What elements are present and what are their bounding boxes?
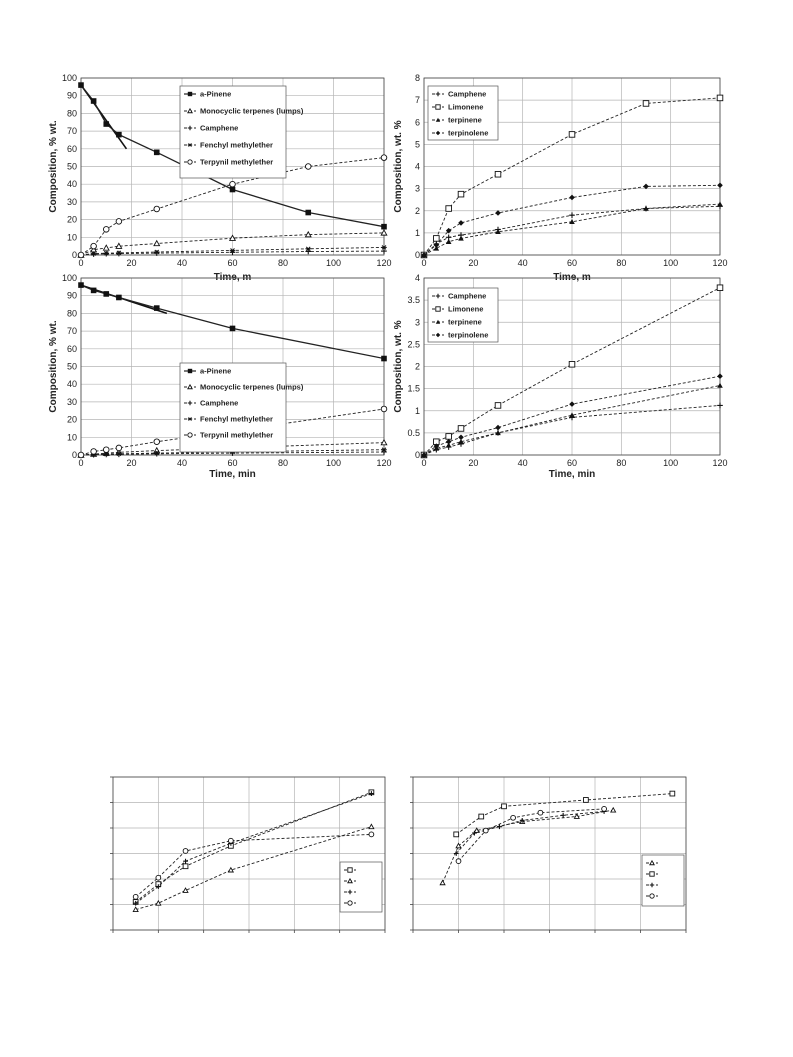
data-point [569, 132, 575, 138]
data-point [502, 804, 507, 809]
data-point [133, 894, 138, 899]
data-point [116, 295, 122, 301]
x-tick-label: 120 [376, 458, 392, 468]
x-axis-label: Time, min [548, 469, 596, 480]
y-tick-label: 80 [66, 308, 77, 319]
legend-label: terpinolene [448, 330, 489, 340]
y-tick-label: 3.5 [407, 295, 420, 306]
x-tick-label: 20 [126, 258, 137, 268]
data-point [156, 875, 161, 880]
legend-label: Fenchyl methylether [200, 414, 273, 424]
data-point [569, 401, 575, 407]
data-point [538, 810, 543, 815]
x-tick-label: 100 [325, 258, 342, 268]
data-point [717, 285, 723, 291]
legend-label: Camphene [448, 89, 487, 99]
legend-label: Limonene [448, 304, 484, 314]
y-tick-label: 2 [414, 205, 420, 216]
data-point [154, 439, 160, 445]
data-point [305, 210, 311, 216]
x-tick-label: 100 [663, 258, 679, 268]
y-tick-label: 2.5 [407, 339, 420, 350]
y-tick-label: 40 [66, 379, 77, 390]
x-tick-label: 120 [712, 258, 728, 268]
y-tick-label: 8 [414, 73, 420, 83]
data-point [434, 236, 440, 242]
data-point [154, 305, 160, 311]
x-tick-label: 40 [176, 258, 188, 268]
legend-label: terpinene [448, 317, 482, 327]
x-tick-label: 20 [126, 458, 137, 468]
y-axis-label: Composition, wt. % [393, 120, 404, 213]
legend [642, 855, 684, 906]
data-point [381, 155, 387, 161]
data-point [569, 195, 575, 201]
y-tick-label: 5 [414, 139, 420, 150]
x-tick-label: 40 [176, 458, 188, 468]
series-line [136, 792, 372, 902]
y-tick-label: 60 [66, 343, 77, 354]
legend-marker [348, 868, 352, 872]
legend-marker [188, 369, 192, 373]
data-point [440, 880, 445, 884]
legend-label: terpinene [448, 115, 482, 125]
data-point [78, 452, 84, 458]
data-point [479, 814, 484, 819]
y-tick-label: 7 [414, 95, 420, 106]
x-tick-label: 40 [517, 258, 528, 268]
x-tick-label: 0 [421, 458, 427, 468]
y-tick-label: 0 [71, 250, 77, 260]
data-point [305, 164, 311, 170]
data-point [569, 361, 575, 367]
data-point [103, 227, 109, 233]
data-point [717, 95, 723, 101]
data-point [116, 251, 122, 257]
y-tick-label: 3 [414, 317, 420, 328]
data-point [458, 435, 464, 441]
legend-marker [188, 433, 192, 437]
legend [180, 86, 304, 178]
data-point [228, 868, 233, 872]
chart-6 [410, 777, 686, 933]
data-point [78, 82, 84, 88]
legend-label: Terpynil methylether [200, 157, 274, 167]
legend-label: a-Pinene [200, 89, 232, 99]
x-tick-label: 120 [712, 458, 728, 468]
data-point [381, 406, 387, 412]
data-point [230, 326, 236, 332]
y-tick-label: 0.5 [407, 427, 420, 438]
data-point [495, 403, 501, 409]
y-tick-label: 30 [66, 396, 77, 407]
data-point [569, 212, 575, 218]
y-tick-label: 50 [66, 361, 77, 372]
x-tick-label: 80 [616, 458, 627, 468]
data-point [717, 383, 723, 388]
legend [428, 86, 498, 140]
y-tick-label: 10 [66, 432, 77, 443]
data-point [458, 191, 464, 197]
legend-label: Camphene [200, 398, 239, 408]
data-point [116, 445, 122, 451]
legend-marker [188, 92, 192, 96]
data-point [446, 239, 452, 244]
data-point [154, 150, 160, 156]
y-tick-label: 20 [66, 414, 77, 425]
y-tick-label: 40 [66, 179, 77, 190]
y-tick-label: 90 [66, 290, 77, 301]
legend-marker [650, 894, 654, 898]
data-point [670, 791, 675, 796]
legend-marker [650, 872, 654, 876]
legend-label: Monocyclic terpenes (lumps) [200, 382, 304, 392]
series-line [136, 794, 372, 904]
data-point [584, 798, 589, 803]
legend [180, 363, 304, 452]
data-point [511, 815, 516, 820]
y-axis-label: Composition, % wt. [48, 320, 59, 413]
y-axis-label: Composition, % wt. [48, 120, 59, 213]
data-point [717, 373, 723, 379]
x-tick-label: 20 [468, 258, 479, 268]
legend-marker [188, 160, 192, 164]
x-tick-label: 20 [468, 458, 479, 468]
x-tick-label: 100 [663, 458, 679, 468]
series-line [136, 827, 372, 910]
series-line [136, 834, 372, 897]
x-axis-label: Time, min [209, 469, 256, 480]
chart-1 [48, 73, 392, 283]
data-point [103, 447, 109, 453]
x-tick-label: 0 [78, 258, 84, 268]
data-point [91, 243, 97, 249]
data-point [446, 439, 452, 445]
data-point [230, 181, 236, 187]
legend-marker [348, 901, 352, 905]
x-tick-label: 100 [325, 458, 342, 468]
data-point [369, 832, 374, 837]
x-tick-label: 0 [421, 258, 427, 268]
series-1 [133, 790, 374, 904]
x-tick-label: 80 [277, 258, 289, 268]
data-point [643, 101, 649, 107]
data-point [91, 98, 97, 104]
data-point [717, 183, 723, 189]
legend-label: Camphene [448, 291, 487, 301]
series-line [456, 811, 604, 853]
x-axis-label: Time, m [553, 272, 591, 283]
data-point [116, 132, 122, 138]
x-tick-label: 0 [78, 458, 84, 468]
y-tick-label: 1.5 [407, 383, 420, 394]
y-tick-label: 60 [66, 143, 77, 154]
legend-marker [436, 307, 440, 311]
x-tick-label: 80 [277, 458, 289, 468]
x-tick-label: 80 [616, 258, 627, 268]
x-tick-label: 120 [376, 258, 392, 268]
y-tick-label: 0 [71, 450, 77, 460]
y-tick-label: 80 [66, 108, 77, 119]
data-point [230, 187, 236, 193]
y-tick-label: 100 [61, 73, 77, 83]
data-point [91, 449, 97, 455]
data-point [446, 206, 452, 212]
data-point [183, 888, 188, 892]
y-tick-label: 4 [414, 161, 420, 172]
data-point [717, 403, 723, 409]
x-tick-label: 60 [227, 258, 238, 268]
data-point [228, 838, 233, 843]
chart-5 [110, 777, 385, 933]
y-tick-label: 70 [66, 126, 77, 137]
y-tick-label: 3 [414, 183, 420, 194]
data-point [103, 121, 109, 127]
data-point [458, 220, 464, 226]
legend-label: Fenchyl methylether [200, 140, 273, 150]
data-point [497, 824, 502, 829]
y-tick-label: 20 [66, 214, 77, 225]
data-point [103, 291, 109, 297]
data-point [458, 426, 464, 432]
y-axis-label: Composition, wt. % [393, 320, 404, 413]
legend-label: a-Pinene [200, 366, 232, 376]
legend-label: Camphene [200, 123, 239, 133]
legend-label: Terpynil methylether [200, 430, 274, 440]
data-point [495, 425, 501, 431]
y-tick-label: 90 [66, 90, 77, 101]
y-tick-label: 100 [61, 273, 77, 283]
legend-box [340, 862, 382, 912]
legend-label: Monocyclic terpenes (lumps) [200, 106, 304, 116]
y-tick-label: 0 [414, 450, 420, 460]
y-tick-label: 2 [414, 361, 420, 372]
data-point [574, 814, 579, 818]
data-point [561, 813, 566, 818]
y-tick-label: 4 [414, 273, 420, 283]
y-tick-label: 1 [414, 227, 420, 238]
y-tick-label: 70 [66, 326, 77, 337]
data-point [602, 806, 607, 811]
legend-marker [436, 105, 440, 109]
legend [340, 862, 382, 912]
x-tick-label: 60 [566, 458, 578, 468]
data-point [381, 224, 387, 230]
data-point [103, 245, 109, 250]
x-tick-label: 60 [227, 458, 238, 468]
data-point [183, 849, 188, 854]
data-point [183, 864, 188, 869]
x-axis-label: Time, m [213, 272, 252, 283]
data-point [483, 828, 488, 833]
series-4 [133, 832, 374, 899]
data-point [611, 808, 616, 812]
chart-3 [48, 273, 392, 480]
data-point [456, 859, 461, 864]
legend-label: terpinolene [448, 128, 489, 138]
data-point [156, 901, 161, 905]
data-point [78, 252, 84, 258]
data-point [381, 356, 387, 362]
data-point [495, 171, 501, 177]
y-tick-label: 10 [66, 232, 77, 243]
data-point [369, 824, 374, 828]
data-point [78, 282, 84, 288]
legend [428, 288, 498, 342]
series-3 [133, 791, 374, 905]
chart-2 [393, 73, 728, 283]
data-point [446, 434, 452, 440]
legend-label: Limonene [448, 102, 484, 112]
x-tick-label: 60 [566, 258, 578, 268]
y-tick-label: 0 [414, 250, 420, 260]
y-tick-label: 6 [414, 117, 420, 128]
data-point [454, 832, 459, 837]
data-point [116, 219, 122, 225]
y-tick-label: 30 [66, 196, 77, 207]
chart-4 [393, 273, 728, 480]
x-tick-label: 40 [517, 458, 528, 468]
data-point [91, 288, 97, 294]
data-point [133, 907, 138, 911]
y-tick-label: 50 [66, 161, 77, 172]
data-point [154, 206, 160, 212]
series-line [443, 810, 614, 883]
y-tick-label: 1 [414, 405, 420, 416]
